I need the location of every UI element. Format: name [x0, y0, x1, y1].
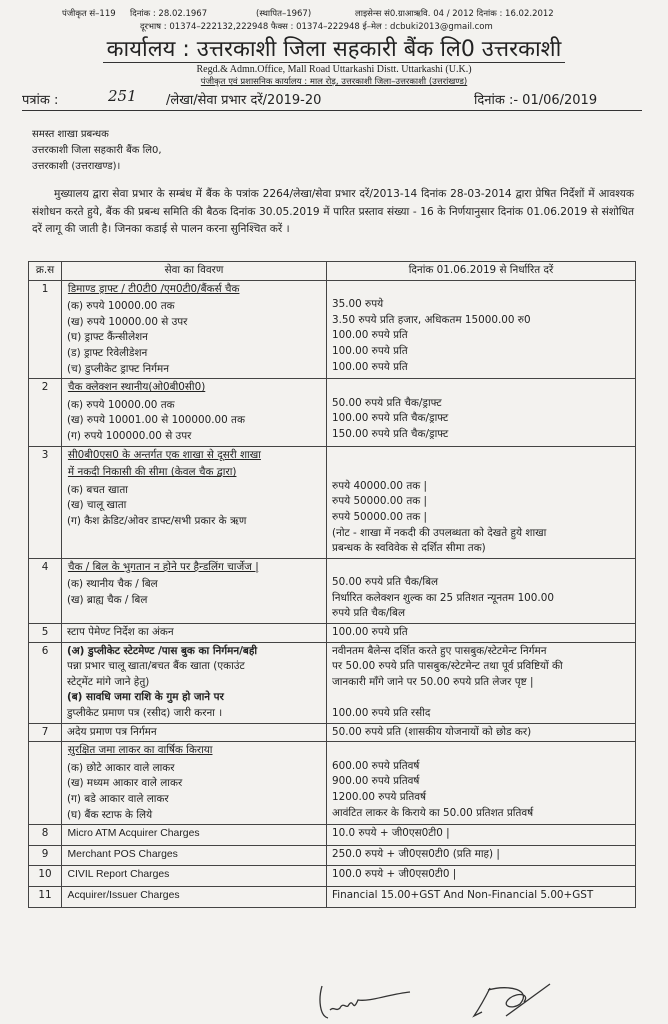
- service-rate: [327, 446, 636, 558]
- rate-line: रुपये 50000.00 तक |: [332, 495, 428, 508]
- rate-line: 600.00 रुपये प्रतिवर्ष: [332, 759, 420, 772]
- rate-line: 100.00 रुपये प्रति चैक/ड्राफ्ट: [332, 412, 449, 425]
- letterhead-contact: दूरभाष : 01374–222132,222948 फैक्स : 01374–222948 ई–मेल : dcbuki2013@gmail.com: [140, 22, 493, 32]
- rate-line: 100.00 रुपये प्रति: [332, 360, 408, 373]
- description-line: (ड) ड्राफ्ट रिवेलीडेशन: [67, 346, 148, 359]
- ref-date: दिनांक :- 01/06/2019: [474, 93, 598, 108]
- description-line: [67, 888, 321, 906]
- service-description: [62, 280, 327, 379]
- style-marker: e:: [67, 874, 68, 879]
- ref-label: पत्रांक :: [22, 93, 59, 108]
- rate-line: रुपये 50000.00 तक |: [332, 510, 428, 523]
- license: लाइसेन्स सं0.ग्राआऋवि. 04 / 2012 दिनांक : 16.02.2012: [355, 9, 554, 19]
- style-marker: e:: [67, 894, 68, 899]
- signature-1: [320, 986, 410, 1018]
- line-text: Micro ATM Acquirer Charges: [67, 828, 200, 840]
- reference-line: [22, 88, 642, 111]
- description-line: [67, 743, 321, 761]
- reg-no: पंजीकृत सं–119: [62, 9, 116, 19]
- service-description: [62, 723, 327, 742]
- style-marker: u:: [67, 750, 68, 755]
- service-description: [62, 446, 327, 558]
- rate-line: 100.00 रुपये प्रति रसीद: [332, 707, 431, 720]
- description-line: पन्ना प्रभार चालू खाता/बचत बैंक खाता (एकाउंट: [67, 660, 245, 673]
- title-text: कार्यालय : उत्तरकाशी जिला सहकारी बैंक लि0 उत्तरकाशी: [103, 37, 566, 63]
- description-line: [67, 282, 321, 300]
- signatures: [0, 980, 668, 1024]
- rate-line: पर 50.00 रुपये प्रति पासबुक/स्टेटमेन्ट तथा पूर्व प्रविष्टियों की: [332, 660, 563, 673]
- style-marker: u:: [67, 472, 68, 477]
- rate-line: 1200.00 रुपये प्रतिवर्ष: [332, 791, 427, 803]
- table-row: [29, 446, 636, 558]
- address-english: Regd.& Admn.Office, Mall Road Uttarkashi Distt. Uttarkashi (U.K.): [196, 64, 472, 75]
- rate-line: 10.0 रुपये + जी0एस0टी0 |: [332, 827, 450, 840]
- description-line: (क) रुपये 10000.00 तक: [67, 300, 175, 313]
- rate-line: 50.00 रुपये प्रति चैक/बिल: [332, 576, 439, 589]
- description-line: (ख) रुपये 10000.00 से उपर: [67, 315, 188, 328]
- service-description: [62, 379, 327, 446]
- line-text: में नकदी निकासी की सीमा (केवल चैक द्वारा): [67, 466, 237, 479]
- row-number: 6: [29, 642, 62, 723]
- description-line: [67, 847, 321, 865]
- row-number: 9: [29, 845, 62, 866]
- description-line: (घ) ड्राफ्ट कैंन्सीलेशन: [67, 331, 148, 344]
- rate-line: रुपये 40000.00 तक |: [332, 479, 428, 492]
- line-text: चैक क्लेक्शन स्थानीय(ओ0बी0सी0): [67, 381, 206, 394]
- service-description: [62, 866, 327, 887]
- rate-line: [332, 463, 630, 479]
- description-line: [67, 448, 321, 466]
- rate-line: आवंटित लाकर के किराये का 50.00 प्रतिशत प्रतिवर्ष: [332, 806, 534, 819]
- row-number: 1: [29, 280, 62, 379]
- rate-line: 100.00 रुपये प्रति: [332, 626, 408, 639]
- table-row: [29, 379, 636, 446]
- service-description: [62, 845, 327, 866]
- rate-line: [332, 743, 630, 759]
- row-number: 10: [29, 866, 62, 887]
- style-marker: u:: [67, 288, 68, 293]
- line-text: Acquirer/Issuer Charges: [67, 889, 180, 901]
- signature-2: [474, 984, 550, 1016]
- description-line: (घ) बैंक स्टाफ के लिये: [67, 808, 153, 821]
- description-line: स्टेट्मेंट मांगे जाने हेतु): [67, 675, 150, 688]
- table-row: [29, 624, 636, 643]
- table-row: [29, 642, 636, 723]
- rate-line: (नोट - शाखा में नकदी की उपलब्धता को देखते हुये शाखा: [332, 526, 547, 539]
- row-number: 3: [29, 446, 62, 558]
- description-line: [67, 465, 321, 483]
- rate-line: 35.00 रुपये: [332, 298, 384, 311]
- service-rate: [327, 624, 636, 643]
- table-row: [29, 886, 636, 907]
- line-text: डिमाण्ड ड्राफ्ट / टी0टी0 /एम0टी0/बैंकर्स चैक: [67, 282, 240, 295]
- line-text: सी0बी0एस0 के अन्तर्गत एक शाखा से दूसरी शाखा: [67, 448, 261, 461]
- addressee-line: उत्तरकाशी जिला सहकारी बैंक लि0,: [32, 145, 162, 156]
- description-line: (ख) ब्राह्य चैक / बिल: [67, 593, 148, 606]
- header-serial: क्र.स: [29, 262, 62, 281]
- service-rate: [327, 642, 636, 723]
- service-description: [62, 558, 327, 623]
- service-rate: [327, 845, 636, 866]
- style-marker: u:: [67, 454, 68, 459]
- row-number: 8: [29, 825, 62, 846]
- addressee: [32, 127, 162, 175]
- line-text: चैक / बिल के भुगतान न होने पर हैन्डलिंग चार्जेज |: [67, 560, 259, 573]
- rate-line: 150.00 रुपये प्रति चैक/ड्राफ्ट: [332, 427, 449, 440]
- description-line: [67, 380, 321, 398]
- row-number: 2: [29, 379, 62, 446]
- service-description: [62, 825, 327, 846]
- table-row: [29, 280, 636, 379]
- description-line: (क) स्थानीय चैक / बिल: [67, 578, 158, 591]
- service-charges-table: [28, 261, 636, 908]
- reg-date: दिनांक : 28.02.1967: [130, 9, 208, 19]
- established: (स्थापित–1967): [256, 9, 312, 19]
- description-line: अदेय प्रमाण पत्र निर्गमन: [67, 725, 157, 738]
- table-row: [29, 558, 636, 623]
- style-marker: e:: [67, 853, 68, 858]
- service-description: [62, 624, 327, 643]
- service-rate: [327, 379, 636, 446]
- row-number: 11: [29, 886, 62, 907]
- row-number: 4: [29, 558, 62, 623]
- rate-line: 250.0 रुपये + जी0एस0टी0 (प्रति माह) |: [332, 847, 500, 860]
- table-row: [29, 723, 636, 742]
- description-line: (ब) सावधि जमा राशि के गुम हो जाने पर: [67, 691, 224, 704]
- table-row: [29, 866, 636, 887]
- description-line: (ग) रुपये 100000.00 से उपर: [67, 429, 192, 442]
- addressee-line: उत्तरकाशी (उत्तराखण्ड)।: [32, 161, 121, 172]
- header-rates: दिनांक 01.06.2019 से निर्धारित दरें: [327, 262, 636, 281]
- description-line: (ग) कैश क्रेडिट/ओवर डाफ्ट/सभी प्रकार के ऋण: [67, 514, 247, 527]
- letterhead-title: [0, 33, 668, 63]
- ref-suffix: /लेखा/सेवा प्रभार दरें/2019-20: [166, 93, 322, 108]
- addressee-line: समस्त शाखा प्रबन्धक: [32, 129, 109, 140]
- row-number: [29, 742, 62, 825]
- header-service: सेवा का विवरण: [62, 262, 327, 281]
- style-marker: u:: [67, 387, 68, 392]
- rate-line: निर्धारित कलेक्शन शुल्क का 25 प्रतिशत न्यूनतम 100.00: [332, 591, 554, 604]
- service-rate: [327, 723, 636, 742]
- rate-line: 100.00 रुपये प्रति: [332, 329, 408, 342]
- description-line: [67, 560, 321, 578]
- table-row: [29, 742, 636, 825]
- rate-line: प्रबन्धक के स्वविवेक से दर्शित सीमा तक): [332, 542, 486, 555]
- rate-line: [332, 380, 630, 396]
- description-line: (अ) डुप्लीकेट स्टेटमेण्ट /पास बुक का निर्गमन/बही: [67, 644, 258, 657]
- rate-line: [332, 560, 630, 576]
- table-row: [29, 825, 636, 846]
- rate-line: नवीनतम बैलेन्स दर्शित करते हुए पासबुक/स्टेटमेन्ट निर्गमन: [332, 644, 547, 657]
- description-line: [67, 826, 321, 844]
- row-number: 5: [29, 624, 62, 643]
- style-marker: e:: [67, 833, 68, 838]
- table-row: [29, 845, 636, 866]
- description-line: (क) छोटे आकार वाले लाकर: [67, 761, 175, 774]
- rate-line: रुपये प्रति चैक/बिल: [332, 607, 406, 620]
- service-rate: [327, 280, 636, 379]
- line-text: CIVIL Report Charges: [67, 869, 170, 881]
- body-paragraph: मुख्यालय द्वारा सेवा प्रभार के सम्बंध में बैंक के पत्रांक 2264/लेखा/सेवा प्रभार दरें/2013-14 दिनांक 28-03-2014 द्वारा प्रेषित निर्देशों में आवश्यक संशोधन करते हुये, बैंक की प्रबन्ध समिति की बैठक दिनांक 30.05.2019 में पारित प्रस्ताव संख्या - 16 के निर्णयानुसार दिनांक 01.06.2019 से संशोधित दरें लागू की जाती है। जिनका कडाई से पालन करना सुनिश्चित करें ।: [32, 188, 634, 235]
- description-line: (ख) चालू खाता: [67, 499, 127, 512]
- rate-line: [332, 690, 630, 706]
- rate-line: 900.00 रुपये प्रतिवर्ष: [332, 775, 420, 788]
- service-rate: [327, 558, 636, 623]
- description-line: डुप्लीकेट प्रमाण पत्र (रसीद) जारी करना ।: [67, 707, 223, 720]
- address-hindi: पंजीकृत एवं प्रशासनिक कार्यालय : माल रोड़, उत्तरकाशी जिला–उत्तरकाशी (उत्तरांखण्ड): [200, 77, 468, 87]
- line-text: Merchant POS Charges: [67, 848, 178, 860]
- description-line: (क) बचत खाता: [67, 483, 128, 496]
- ref-number: 251: [108, 87, 137, 105]
- description-line: (ख) रुपये 10001.00 से 100000.00 तक: [67, 414, 245, 427]
- service-rate: [327, 866, 636, 887]
- service-rate: [327, 825, 636, 846]
- service-rate: [327, 742, 636, 825]
- rate-line: 100.0 रुपये + जी0एस0टी0 |: [332, 868, 457, 881]
- line-text: सुरक्षित जमा लाकर का वार्षिक किराया: [67, 744, 213, 757]
- style-marker: u:: [67, 566, 68, 571]
- rate-line: Financial 15.00+GST And Non-Financial 5.00+GST: [332, 888, 594, 901]
- rate-line: 50.00 रुपये प्रति चैक/ड्राफ्ट: [332, 396, 442, 409]
- rate-line: [332, 448, 630, 464]
- rate-line: 100.00 रुपये प्रति: [332, 344, 408, 357]
- description-line: (ख) मध्यम आकार वाले लाकर: [67, 777, 183, 790]
- service-rate: [327, 886, 636, 907]
- rate-line: 3.50 रुपये प्रति हजार, अधिकतम 15000.00 रु0: [332, 313, 531, 326]
- rate-line: 50.00 रुपये प्रति (शासकीय योजनायों को छोड कर): [332, 725, 532, 738]
- description-line: स्टाप पेमेण्ट निर्देश का अंकन: [67, 626, 174, 639]
- service-description: [62, 742, 327, 825]
- description-line: (च) डुप्लीकेट ड्राफ्ट निर्गमन: [67, 362, 169, 375]
- rate-line: जानकारी माँगे जाने पर 50.00 रुपये प्रति लेजर पृष्ट |: [332, 675, 534, 688]
- row-number: 7: [29, 723, 62, 742]
- description-line: (क) रुपये 10000.00 तक: [67, 398, 175, 411]
- service-description: [62, 886, 327, 907]
- rate-line: [332, 282, 630, 298]
- description-line: [67, 867, 321, 885]
- description-line: (ग) बडे आकार वाले लाकर: [67, 793, 169, 805]
- service-description: [62, 642, 327, 723]
